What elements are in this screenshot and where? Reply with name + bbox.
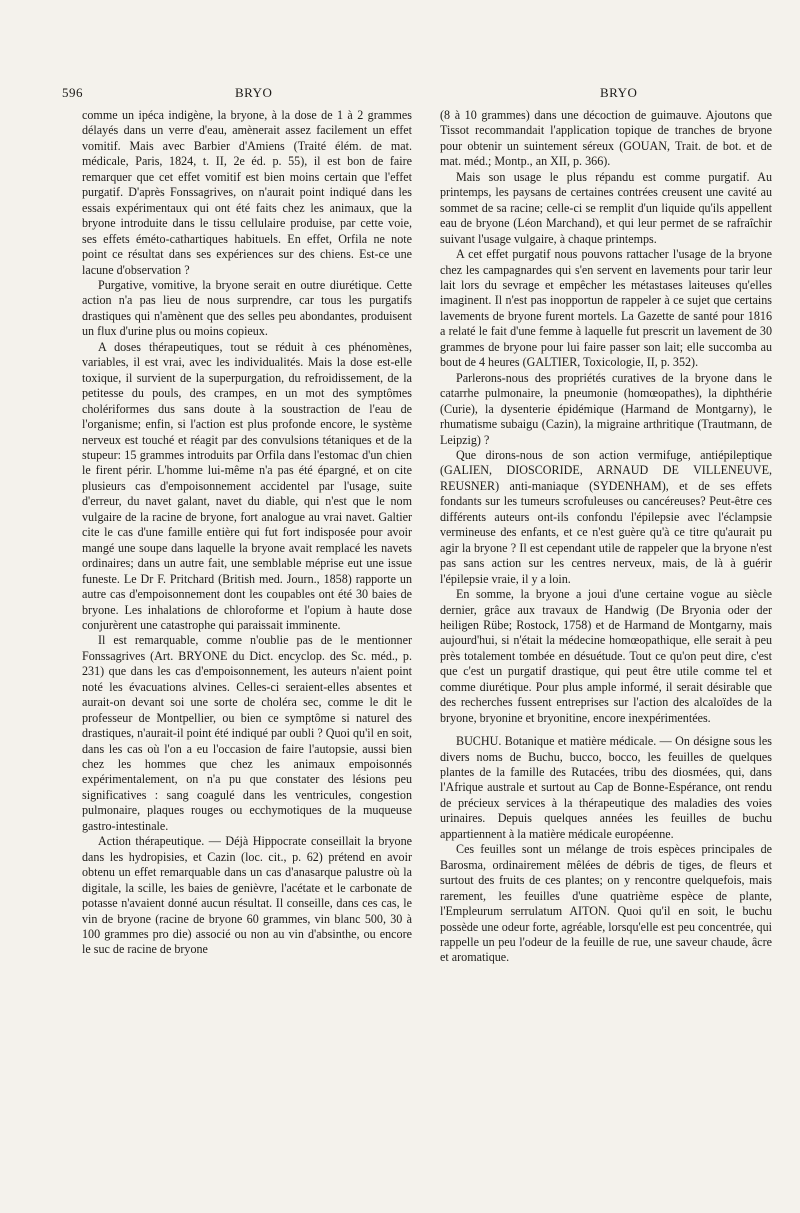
paragraph: Purgative, vomitive, la bryone serait en outre diurétique. Cette action n'a pas lieu de nous surprendre, car tous les purgatifs drastiques qui n'amènent que des selles peu abondantes, produisent un flux d'urine plus ou moins copieux. bbox=[82, 277, 412, 339]
paragraph-action-therapeutique: Action thérapeutique. — Déjà Hippocrate conseillait la bryone dans les hydropisies, et Cazin (loc. cit., p. 62) prétend en avoir obtenu un effet remarquable dans un cas d'anasarque palustre où la digitale, la scille, les baies de genièvre, l'acétate et le carbonate de potasse n'avaient donné aucun résultat. Il conseille, dans ces cas, le vin de bryone (racine de bryone 60 grammes, vin blanc 500, 30 à 100 grammes pro die) associé ou non au vin d'absinthe, ou encore le suc de racine de bryone bbox=[82, 834, 412, 957]
paragraph: (8 à 10 grammes) dans une décoction de guimauve. Ajoutons que Tissot recommandait l'application topique de tranches de bryone pour obtenir un suintement séreux (GOUAN, Trait. de bot. et de mat. méd.; Montp., an XII, p. 366). bbox=[440, 108, 772, 169]
right-column bbox=[440, 108, 772, 966]
paragraph-buchu-entry: BUCHU. Botanique et matière médicale. — On désigne sous les divers noms de Buchu, bucco, bocco, les feuilles de quelques plantes de la famille des Rutacées, tribu des diosmées, qui, dans l'Afrique australe et surtout au Cap de Bonne-Espérance, ont rendu de précieux services à la thérapeutique des maladies des voies urinaires. Depuis quelques années les feuilles de buchu appartiennent à la matière médicale européenne. bbox=[440, 734, 772, 841]
running-head bbox=[0, 85, 800, 105]
paragraph: Mais son usage le plus répandu est comme purgatif. Au printemps, les paysans de certaines contrées creusent une cavité au sommet de sa racine; celle-ci se remplit d'un liquide qu'ils appellent eau de bryone (Léon Marchand), et qui leur permet de se rafraîchir suivant l'usage vulgaire, à chaque printemps. bbox=[440, 169, 772, 246]
paragraph: Il est remarquable, comme n'oublie pas de le mentionner Fonssagrives (Art. BRYONE du Dict. encyclop. des Sc. méd., p. 231) que dans les cas d'empoisonnement, les auteurs n'aient point noté les évacuations alvines. Celles-ci seraient-elles absentes et aurait-on devant soi une sorte de choléra sec, comme le dit le professeur de Montpellier, ou bien ce symptôme si naturel des drastiques, n'aurait-il point été indiqué par oubli ? Quoi qu'il en soit, dans les cas où l'on a eu l'occasion de faire l'autopsie, aussi bien chez les hommes que chez les animaux empoisonnés expérimentalement, on n'a pu que constater des lésions peu significatives : sang coagulé dans les ventricules, congestion pulmonaire, plaques rouges ou ecchymotiques de la muqueuse gastro-intestinale. bbox=[82, 633, 412, 833]
left-column bbox=[82, 108, 412, 958]
paragraph: comme un ipéca indigène, la bryone, à la dose de 1 à 2 grammes délayés dans un verre d'eau, amènerait assez facilement un effet vomitif. Mais avec Barbier d'Amiens (Traité élém. de mat. médicale, Paris, 1824, t. II, 2e éd. p. 55), il est bon de faire remarquer que cet effet vomitif est bien moins certain que l'effet purgatif. D'après Fonssagrives, on n'aurait point indiqué dans les essais expérimentaux qui ont été faits chez les animaux, que la bryone introduite dans le tissu cellulaire produise, par cette voie, ses effets éméto-cathartiques habituels. En effet, Orfila ne note point ce résultat dans ses expériences sur des chiens. Est-ce une lacune d'observation ? bbox=[82, 108, 412, 277]
left-running-title: BRYO bbox=[235, 85, 273, 100]
page-number: 596 bbox=[62, 85, 83, 100]
paragraph: En somme, la bryone a joui d'une certaine vogue au siècle dernier, grâce aux travaux de Handwig (De Bryonia oder der heiligen Rübe; Rostock, 1758) et de Harmand de Montgarny, mais aujourd'hui, si n'était la médecine homœopathique, elle serait à peu près totalement tombée en désuétude. Tout ce qu'on peut dire, c'est que c'est un purgatif drastique, qui peut être utile comme tel et comme diurétique. Pour plus ample informé, il serait désirable que des recherches fussent entreprises sur l'action des alcaloïdes de la bryone, bryonine et bryonitine, encore inexpérimentées. bbox=[440, 587, 772, 725]
paragraph: Ces feuilles sont un mélange de trois espèces principales de Barosma, ordinairement mêlées de débris de tiges, de fleurs et surtout des fruits de ces plantes; on y rencontre quelquefois, mais rarement, les feuilles d'une quatrième espèce de plante, l'Empleurum serrulatum AITON. Quoi qu'il en soit, le buchu possède une odeur forte, agréable, lorsqu'elle est peu concentrée, qui rappelle un peu l'odeur de la feuille de rue, une saveur chaude, âcre et aromatique. bbox=[440, 842, 772, 965]
right-running-title: BRYO bbox=[600, 85, 638, 100]
paragraph: Que dirons-nous de son action vermifuge, antiépileptique (GALIEN, DIOSCORIDE, ARNAUD DE VILLENEUVE, REUSNER) anti-maniaque (SYDENHAM), et de ses effets fondants sur les tumeurs scrofuleuses ou cancéreuses? Peut-être ces différents auteurs ont-ils confondu l'épilepsie avec l'éclampsie vermineuse des enfants, et ce n'est guère qu'à ce titre qu'aurait pu agir la bryone ? Il est cependant utile de rappeler que la bryone n'est pas sans action sur les centres nerveux, mais, de là à guérir l'épilepsie vraie, il y a loin. bbox=[440, 447, 772, 586]
paragraph: Parlerons-nous des propriétés curatives de la bryone dans le catarrhe pulmonaire, la pneumonie (homœopathes), la diphthérie (Curie), la dysenterie épidémique (Harmand de Montgarny), le rhumatisme subaigu (Cazin), la migraine arthritique (Trautmann, de Leipzig) ? bbox=[440, 370, 772, 447]
paragraph: A doses thérapeutiques, tout se réduit à ces phénomènes, variables, il est vrai, avec les individualités. Mais la dose est-elle toxique, il survient de la superpurgation, du refroidissement, de la petitesse du pouls, des crampes, en un mot des symptômes cholériformes dus sans doute à la soustraction de l'eau de l'organisme; enfin, si l'action est plus profonde encore, le système nerveux est touché et réagit par des convulsions tétaniques et de la stupeur: 15 grammes introduits par Orfila dans l'estomac d'un chien le firent périr. L'homme lui-même n'a pas été épargné, et on cite plusieurs cas d'empoisonnement accidentel par l'usage, suite d'erreur, du navet galant, navet du diable, qui n'est que le nom vulgaire de la racine de bryone, fort analogue au vrai navet. Galtier cite le cas d'une famille entière qui fut fort indisposée pour avoir mangé une soupe dans laquelle la bryone avait remplacé les navets ordinaires; dans un autre fait, une semblable méprise eut une issue funeste. Le Dr F. Pritchard (British med. Journ., 1858) rapporte un autre cas d'empoisonnement dont les coupables ont été 30 baies de bryone. Les inhalations de chloroforme et l'opium à haute dose conjurèrent une catastrophe qui paraissait imminente. bbox=[82, 339, 412, 632]
paragraph: A cet effet purgatif nous pouvons rattacher l'usage de la bryone chez les campagnardes qui s'en servent en lavements pour tarir leur lait lors du sevrage et empêcher les métastases laiteuses qu'elles imaginent. Il n'est pas inopportun de rappeler à ce sujet que certains lavements de bryone furent mortels. La Gazette de santé pour 1816 a relaté le fait d'une femme à laquelle fut prescrit un lavement de 30 grammes de bryone pour lui faire passer son lait; elle succomba au bout de 4 heures (GALTIER, Toxicologie, II, p. 352). bbox=[440, 247, 772, 370]
